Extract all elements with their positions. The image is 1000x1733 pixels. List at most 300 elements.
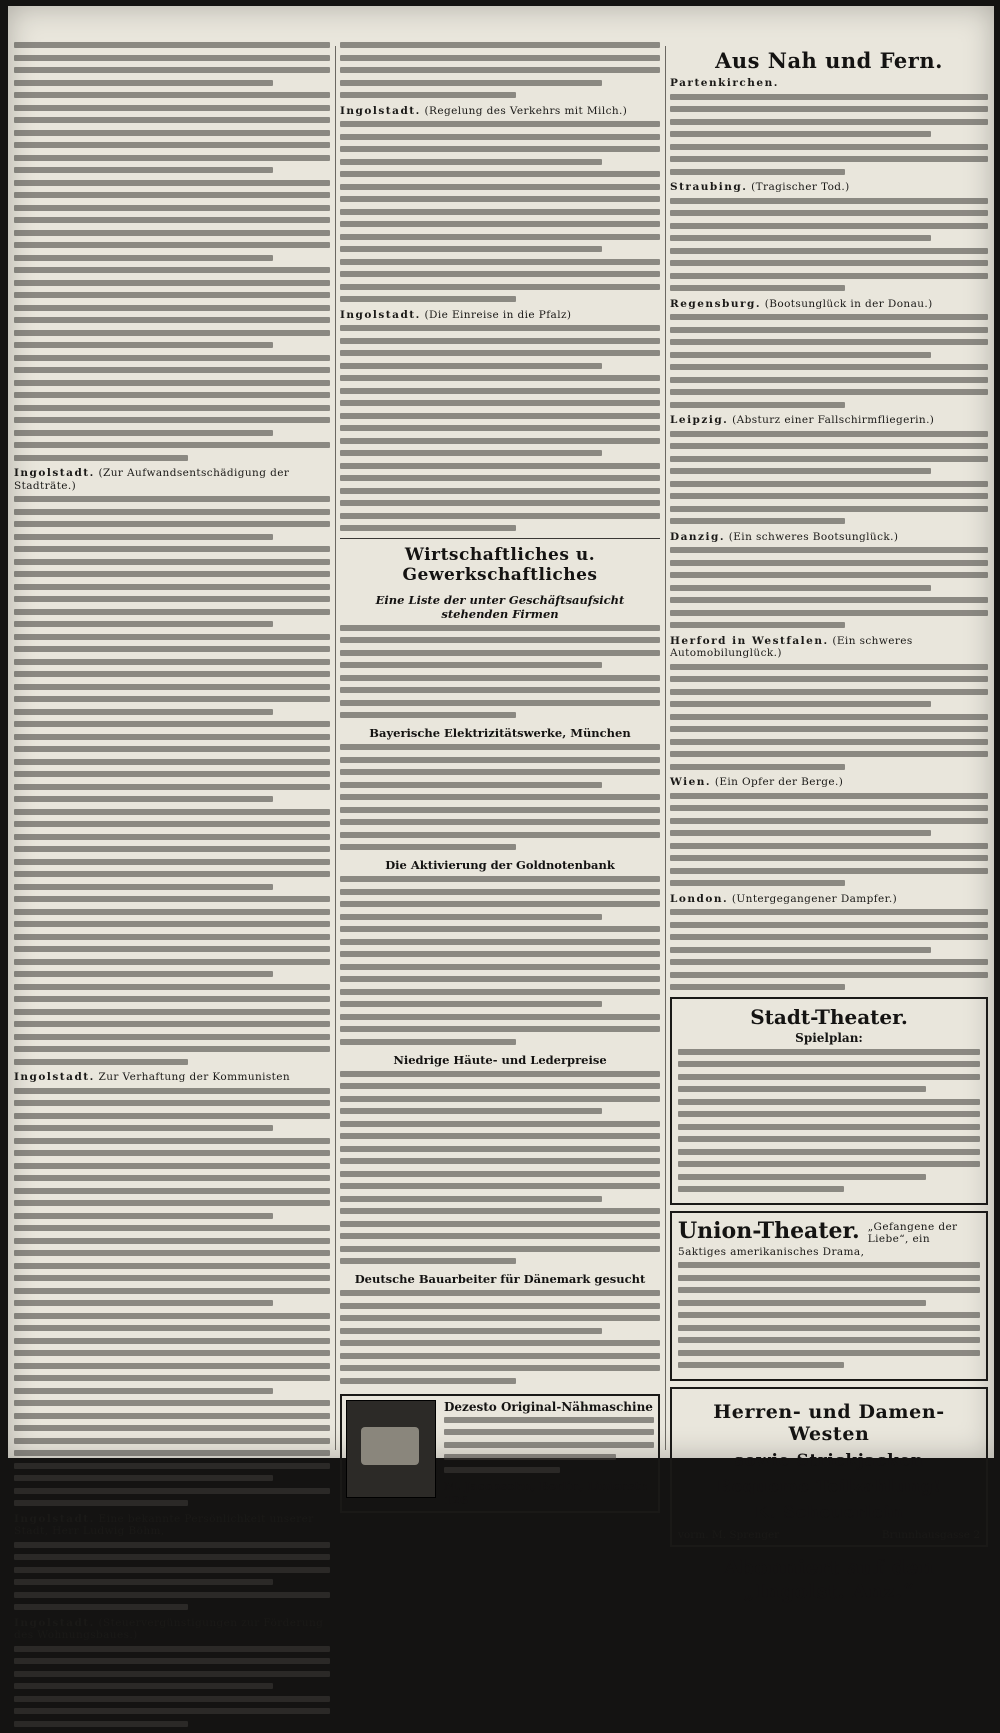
text-line — [678, 1061, 980, 1067]
sewing-machine-advertisement — [340, 1394, 660, 1514]
text-line — [670, 751, 988, 757]
text-line — [14, 1150, 330, 1156]
text-line — [340, 1196, 602, 1202]
article-dateline: Danzig. (Ein schweres Bootsunglück.) — [670, 530, 899, 543]
text-line — [14, 796, 273, 802]
text-line — [14, 559, 330, 565]
sewing-machine-illustration — [346, 1400, 436, 1498]
text-line — [14, 884, 273, 890]
text-line — [340, 637, 660, 643]
column-left — [14, 42, 330, 1733]
text-line — [340, 159, 602, 165]
text-line — [14, 1021, 330, 1027]
text-line — [14, 1683, 273, 1689]
article-text — [340, 1071, 660, 1265]
text-line — [14, 909, 330, 915]
text-line — [678, 1300, 926, 1306]
text-line — [340, 819, 660, 825]
text-line — [340, 350, 660, 356]
text-line — [678, 1161, 980, 1167]
text-line — [340, 338, 660, 344]
text-line — [670, 818, 988, 824]
text-line — [340, 1108, 602, 1114]
text-line — [14, 1579, 273, 1585]
text-line — [678, 1350, 980, 1356]
text-line — [14, 1463, 330, 1469]
text-line — [444, 1429, 654, 1435]
text-line — [678, 1099, 980, 1105]
text-line — [14, 746, 330, 752]
text-line — [14, 659, 330, 665]
text-line — [670, 210, 988, 216]
text-line — [14, 546, 330, 552]
ad-merchant: K. Scheuerlein — [754, 1502, 904, 1523]
article-text — [14, 1542, 330, 1611]
text-line — [670, 739, 988, 745]
article-dateline: Ingolstadt. (Regelung des Verkehrs mit Milch.) — [340, 104, 628, 117]
text-line — [340, 513, 660, 519]
text-line — [340, 325, 660, 331]
text-line — [14, 117, 330, 123]
text-line — [14, 1363, 330, 1369]
theater-programme-text — [678, 1049, 980, 1193]
text-line — [670, 119, 988, 125]
text-line — [678, 1174, 926, 1180]
text-line — [14, 1009, 330, 1015]
text-line — [340, 488, 660, 494]
text-line — [340, 271, 660, 277]
article-dateline: Wien. (Ein Opfer der Berge.) — [670, 776, 844, 788]
text-line — [678, 1074, 980, 1080]
text-line — [670, 934, 988, 940]
text-line — [14, 1188, 330, 1194]
text-line — [678, 1262, 980, 1268]
text-line — [14, 696, 330, 702]
text-line — [678, 1186, 844, 1192]
text-line — [340, 221, 660, 227]
text-line — [340, 146, 660, 152]
text-line — [678, 1049, 980, 1055]
text-line — [340, 1315, 660, 1321]
text-line — [14, 784, 330, 790]
text-line — [340, 1146, 660, 1152]
text-line — [670, 984, 845, 990]
article-text — [340, 625, 660, 719]
text-line — [340, 80, 602, 86]
text-line — [340, 438, 660, 444]
text-line — [340, 134, 660, 140]
text-line — [14, 946, 330, 952]
text-line — [14, 1646, 330, 1652]
text-line — [14, 1200, 330, 1206]
text-line — [14, 1450, 330, 1456]
text-line — [670, 506, 988, 512]
text-line — [14, 984, 330, 990]
text-line — [340, 1083, 660, 1089]
text-line — [340, 1133, 660, 1139]
text-line — [14, 1388, 273, 1394]
ad-headline: Dezesto Original-Nähmaschine — [444, 1399, 653, 1414]
article-text — [340, 325, 660, 531]
text-line — [14, 1438, 330, 1444]
column-middle — [340, 42, 660, 1513]
text-line — [14, 571, 330, 577]
text-line — [670, 676, 988, 682]
article-text — [14, 1088, 330, 1507]
text-line — [14, 1708, 330, 1714]
text-line — [678, 1136, 980, 1142]
text-line — [670, 285, 845, 291]
text-line — [14, 267, 330, 273]
text-line — [670, 144, 988, 150]
text-line — [678, 1124, 980, 1130]
text-line — [340, 794, 660, 800]
text-line — [340, 92, 516, 98]
article-text — [670, 793, 988, 887]
text-line — [340, 209, 660, 215]
subheading: Deutsche Bauarbeiter für Dänemark gesucht — [354, 1272, 646, 1286]
text-line — [14, 1163, 330, 1169]
text-line — [340, 939, 660, 945]
text-line — [14, 1658, 330, 1664]
cinema-intro: „Gefangene der Liebe“, ein 5aktiges amerikanisches Drama, — [678, 1220, 958, 1258]
article-text — [14, 42, 330, 461]
text-line — [678, 1362, 844, 1368]
text-line — [14, 871, 330, 877]
newspaper-page — [8, 6, 994, 1641]
text-line — [670, 909, 988, 915]
text-line — [14, 1250, 330, 1256]
text-line — [340, 926, 660, 932]
text-line — [670, 402, 845, 408]
ad-firm: M. Jacobsohn, Berlin, Linienstr. 126 — [444, 1479, 650, 1507]
text-line — [340, 375, 660, 381]
text-line — [14, 455, 188, 461]
text-line — [340, 744, 660, 750]
text-line — [14, 921, 330, 927]
text-line — [340, 675, 660, 681]
text-line — [678, 1325, 980, 1331]
text-line — [678, 1337, 980, 1343]
text-line — [670, 610, 988, 616]
text-line — [14, 205, 330, 211]
article-dateline: Ingolstadt. Eine bekannte Persönlichkeit unserer Stadt, Herr Ludwig Böhm, — [14, 1512, 314, 1537]
text-line — [14, 1100, 330, 1106]
text-line — [444, 1467, 560, 1473]
text-line — [14, 959, 330, 965]
subheading: Die Aktivierung der Goldnotenbank — [385, 858, 615, 872]
text-line — [14, 417, 330, 423]
text-line — [14, 392, 330, 398]
text-line — [340, 976, 660, 982]
text-line — [678, 1287, 980, 1293]
text-line — [14, 1671, 330, 1677]
theater-programme-label: Spielplan: — [795, 1030, 863, 1045]
text-line — [14, 846, 330, 852]
text-line — [670, 793, 988, 799]
text-line — [14, 330, 330, 336]
text-line — [678, 1149, 980, 1155]
text-line — [340, 413, 660, 419]
article-text — [340, 876, 660, 1045]
union-theater-box — [670, 1211, 988, 1381]
text-line — [670, 714, 988, 720]
text-line — [14, 1325, 330, 1331]
text-line — [670, 169, 845, 175]
text-line — [340, 196, 660, 202]
text-line — [670, 106, 988, 112]
text-line — [340, 1290, 660, 1296]
text-line — [340, 876, 660, 882]
text-line — [340, 964, 660, 970]
text-line — [14, 521, 330, 527]
article-dateline: London. (Untergegangener Dampfer.) — [670, 892, 898, 905]
scheuerlein-advertisement — [670, 1387, 988, 1547]
text-line — [14, 609, 330, 615]
article-text — [670, 431, 988, 525]
text-line — [14, 1034, 330, 1040]
stadt-theater-box — [670, 997, 988, 1205]
cinema-title: Union-Theater. — [678, 1217, 860, 1244]
text-line — [340, 1258, 516, 1264]
text-line — [340, 1303, 660, 1309]
text-line — [670, 377, 988, 383]
cinema-text — [678, 1262, 980, 1368]
text-line — [14, 859, 330, 865]
text-line — [670, 689, 988, 695]
text-line — [14, 155, 330, 161]
text-line — [14, 430, 273, 436]
text-line — [14, 192, 330, 198]
text-line — [340, 1001, 602, 1007]
text-line — [14, 317, 330, 323]
text-line — [444, 1454, 616, 1460]
text-line — [670, 273, 988, 279]
text-line — [670, 622, 845, 628]
text-line — [340, 889, 660, 895]
subheading: Niedrige Häute- und Lederpreise — [393, 1052, 607, 1067]
text-line — [14, 1500, 188, 1506]
text-line — [14, 1225, 330, 1231]
text-line — [340, 1121, 660, 1127]
article-text — [670, 94, 988, 175]
text-line — [14, 621, 273, 627]
text-line — [14, 55, 330, 61]
text-line — [340, 951, 660, 957]
text-line — [340, 914, 602, 920]
text-line — [340, 625, 660, 631]
text-line — [340, 989, 660, 995]
text-line — [14, 42, 330, 48]
text-line — [14, 130, 330, 136]
ad-headline: Herren- und Damen-Westen — [713, 1400, 945, 1445]
text-line — [14, 1300, 273, 1306]
text-line — [14, 1046, 330, 1052]
article-dateline: Herford in Westfalen. (Ein schweres Automobilunglück.) — [670, 634, 913, 659]
text-line — [670, 352, 931, 358]
text-line — [14, 230, 330, 236]
text-line — [340, 67, 660, 73]
text-line — [670, 94, 988, 100]
text-line — [670, 572, 988, 578]
text-line — [670, 764, 845, 770]
text-line — [14, 305, 330, 311]
subheading: Eine Liste der unter Geschäftsaufsicht stehenden Firmen — [375, 592, 625, 621]
text-line — [340, 121, 660, 127]
article-text — [670, 547, 988, 628]
text-line — [14, 380, 330, 386]
text-line — [14, 1238, 330, 1244]
text-line — [670, 235, 931, 241]
text-line — [340, 296, 516, 302]
text-line — [340, 388, 660, 394]
text-line — [340, 1221, 660, 1227]
text-line — [14, 896, 330, 902]
text-line — [670, 855, 988, 861]
text-line — [14, 1338, 330, 1344]
article-dateline: Leipzig. (Absturz einer Fallschirmfliegerin.) — [670, 414, 935, 426]
text-line — [670, 560, 988, 566]
text-line — [14, 1554, 330, 1560]
text-line — [14, 1592, 330, 1598]
text-line — [14, 934, 330, 940]
text-line — [340, 844, 516, 850]
text-line — [14, 771, 330, 777]
text-line — [670, 585, 931, 591]
text-line — [14, 1288, 330, 1294]
text-line — [340, 1233, 660, 1239]
text-line — [340, 1171, 660, 1177]
column-rule — [665, 46, 666, 1450]
text-line — [14, 217, 330, 223]
text-line — [670, 843, 988, 849]
text-line — [340, 782, 602, 788]
article-dateline: Ingolstadt. (Die Einreise in die Pfalz) — [340, 308, 572, 321]
text-line — [14, 1275, 330, 1281]
text-line — [340, 259, 660, 265]
text-line — [340, 769, 660, 775]
text-line — [14, 534, 273, 540]
text-line — [670, 518, 845, 524]
text-line — [340, 184, 660, 190]
text-line — [340, 650, 660, 656]
article-dateline: Regensburg. (Bootsunglück in der Donau.) — [670, 297, 933, 310]
text-line — [340, 1208, 660, 1214]
text-line — [670, 389, 988, 395]
section-heading: Wirtschaftliches u. Gewerkschaftliches — [402, 544, 598, 585]
text-line — [670, 664, 988, 670]
text-line — [678, 1086, 926, 1092]
text-line — [340, 1183, 660, 1189]
text-line — [340, 463, 660, 469]
text-line — [14, 105, 330, 111]
theater-title: Stadt-Theater. — [750, 1004, 908, 1029]
article-text — [14, 496, 330, 1065]
text-line — [340, 42, 660, 48]
text-line — [670, 959, 988, 965]
text-line — [670, 701, 931, 707]
text-line — [14, 646, 330, 652]
text-line — [678, 1312, 980, 1318]
text-line — [14, 509, 330, 515]
text-line — [670, 364, 988, 370]
text-line — [14, 342, 273, 348]
text-line — [340, 1328, 602, 1334]
ad-text — [444, 1417, 654, 1473]
text-line — [340, 700, 660, 706]
article-dateline: Straubing. (Tragischer Tod.) — [670, 181, 850, 193]
text-line — [340, 1014, 660, 1020]
text-line — [14, 1088, 330, 1094]
text-line — [14, 292, 330, 298]
text-line — [670, 327, 988, 333]
ad-offer: Bequeme Teilzahlung! — [716, 1476, 942, 1497]
text-line — [14, 1400, 330, 1406]
text-line — [670, 314, 988, 320]
text-line — [14, 92, 330, 98]
text-line — [14, 180, 330, 186]
text-line — [14, 1113, 330, 1119]
text-line — [14, 1350, 330, 1356]
article-text — [14, 1646, 330, 1727]
text-line — [678, 1111, 980, 1117]
text-line — [14, 442, 330, 448]
text-line — [14, 834, 330, 840]
text-line — [14, 496, 330, 502]
text-line — [340, 171, 660, 177]
article-text — [340, 42, 660, 98]
text-line — [14, 1696, 330, 1702]
text-line — [14, 1721, 188, 1727]
article-dateline: Ingolstadt. Zur Verhaftung der Kommunisten — [14, 1071, 291, 1083]
text-line — [340, 284, 660, 290]
article-dateline: Partenkirchen. — [670, 77, 779, 89]
text-line — [340, 475, 660, 481]
text-line — [14, 584, 330, 590]
text-line — [670, 547, 988, 553]
column-right — [670, 42, 988, 1603]
ad-previous-owner: vorm. M. Sprenger — [678, 1528, 780, 1541]
text-line — [340, 450, 602, 456]
text-line — [670, 456, 988, 462]
text-line — [340, 901, 660, 907]
text-line — [670, 156, 988, 162]
text-line — [14, 1263, 330, 1269]
text-line — [670, 726, 988, 732]
text-line — [14, 1125, 273, 1131]
text-line — [340, 425, 660, 431]
text-line — [340, 1096, 660, 1102]
text-line — [14, 821, 330, 827]
text-line — [14, 1425, 330, 1431]
text-line — [14, 1475, 273, 1481]
text-line — [14, 1059, 188, 1065]
text-line — [444, 1417, 654, 1423]
text-line — [340, 757, 660, 763]
text-line — [670, 198, 988, 204]
text-line — [14, 67, 330, 73]
article-text — [670, 664, 988, 770]
text-line — [340, 687, 660, 693]
text-line — [14, 80, 273, 86]
text-line — [14, 709, 273, 715]
text-line — [340, 1378, 516, 1384]
text-line — [14, 142, 330, 148]
text-line — [670, 481, 988, 487]
text-line — [14, 405, 330, 411]
text-line — [340, 1039, 516, 1045]
subheading: Bayerische Elektrizitätswerke, München — [369, 726, 631, 740]
